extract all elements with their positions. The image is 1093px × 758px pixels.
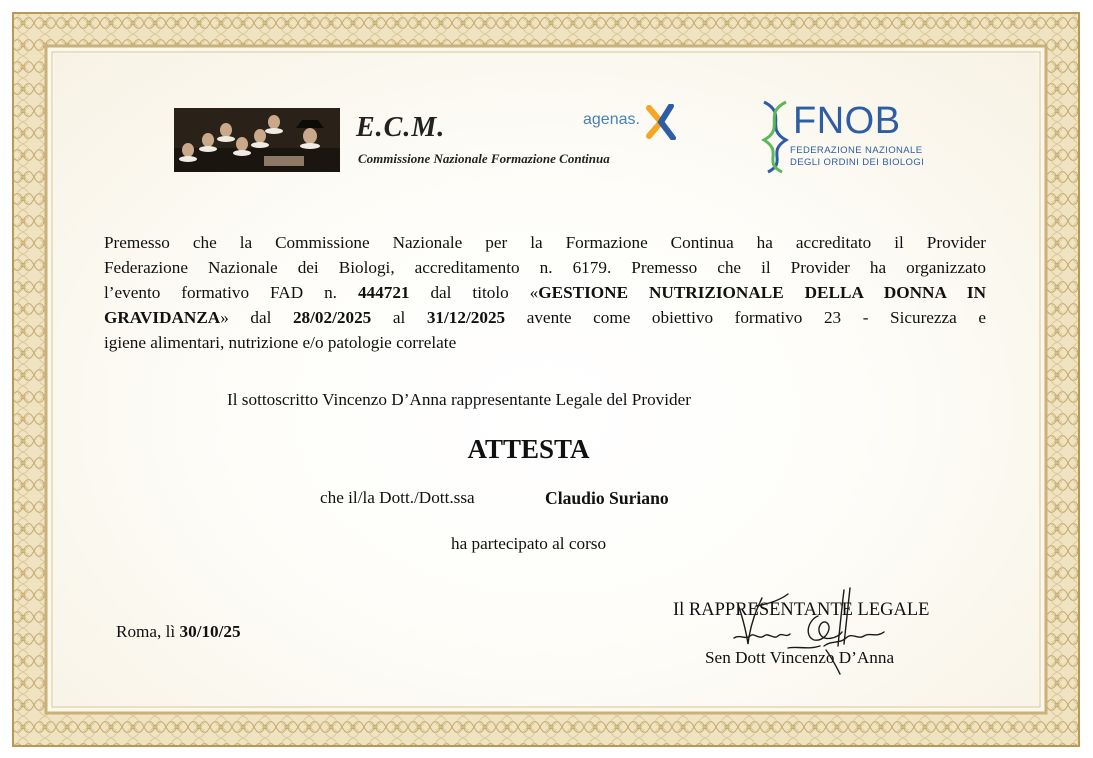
- premise-line-4: [104, 305, 986, 330]
- premise-line-3: [104, 280, 986, 305]
- course-title-part2: GRAVIDANZA: [104, 308, 221, 327]
- agenas-logo-icon: [645, 104, 685, 140]
- representative-name: Sen Dott Vincenzo D’Anna: [705, 648, 895, 667]
- date-to: 31/12/2025: [426, 308, 506, 327]
- fnob-logo-title: FNOB: [793, 100, 901, 142]
- place-date: [116, 622, 241, 642]
- premise-paragraph: [104, 230, 986, 355]
- attesta-heading: [0, 434, 1093, 465]
- ecm-subtitle: Commissione Nazionale Formazione Continua: [358, 151, 610, 166]
- fnob-dna-icon: [758, 98, 794, 174]
- undersigned-statement: Il sottoscritto Vincenzo D’Anna rappresentante Legale del Provider: [227, 390, 691, 409]
- event-label: l’evento formativo FAD n.: [104, 283, 358, 302]
- date-from-label: » dal: [220, 308, 293, 327]
- premise-line-2: Federazione Nazionale dei Biologi, accreditamento n. 6179. Premesso che il Provider ha organizzato: [104, 258, 986, 277]
- event-number: 444721: [357, 283, 410, 302]
- ecm-title: E.C.M.: [356, 112, 446, 143]
- premise-line-5: igiene alimentari, nutrizione e/o patologie correlate: [104, 333, 457, 352]
- issue-date: 30/10/25: [179, 622, 241, 641]
- title-label: dal titolo «: [409, 283, 539, 302]
- dott-label: che il/la Dott./Dott.ssa: [320, 488, 475, 507]
- participation-statement: ha partecipato al corso: [451, 534, 607, 553]
- ecm-painting-logo: [174, 108, 340, 172]
- fnob-logo-subtitle-line1: FEDERAZIONE NAZIONALE: [790, 145, 923, 156]
- objective-text: avente come obiettivo formativo 23 - Sicurezza e: [505, 308, 987, 327]
- handwritten-signature: [728, 586, 898, 678]
- course-title-part1: GESTIONE NUTRIZIONALE DELLA DONNA IN: [538, 283, 986, 302]
- participant-name: Claudio Suriano: [545, 488, 669, 508]
- place-label: Roma, lì: [116, 622, 180, 641]
- date-from: 28/02/2025: [292, 308, 372, 327]
- agenas-logo-text: agenas.: [583, 111, 640, 128]
- representative-title: Il RAPPRESENTANTE LEGALE: [673, 600, 930, 620]
- fnob-logo-subtitle-line2: DEGLI ORDINI DEI BIOLOGI: [790, 157, 925, 168]
- date-to-label: al: [371, 308, 427, 327]
- attesta-text: ATTESTA: [467, 434, 590, 464]
- premise-line-1: Premesso che la Commissione Nazionale per la Formazione Continua ha accreditato il Provider: [104, 233, 986, 252]
